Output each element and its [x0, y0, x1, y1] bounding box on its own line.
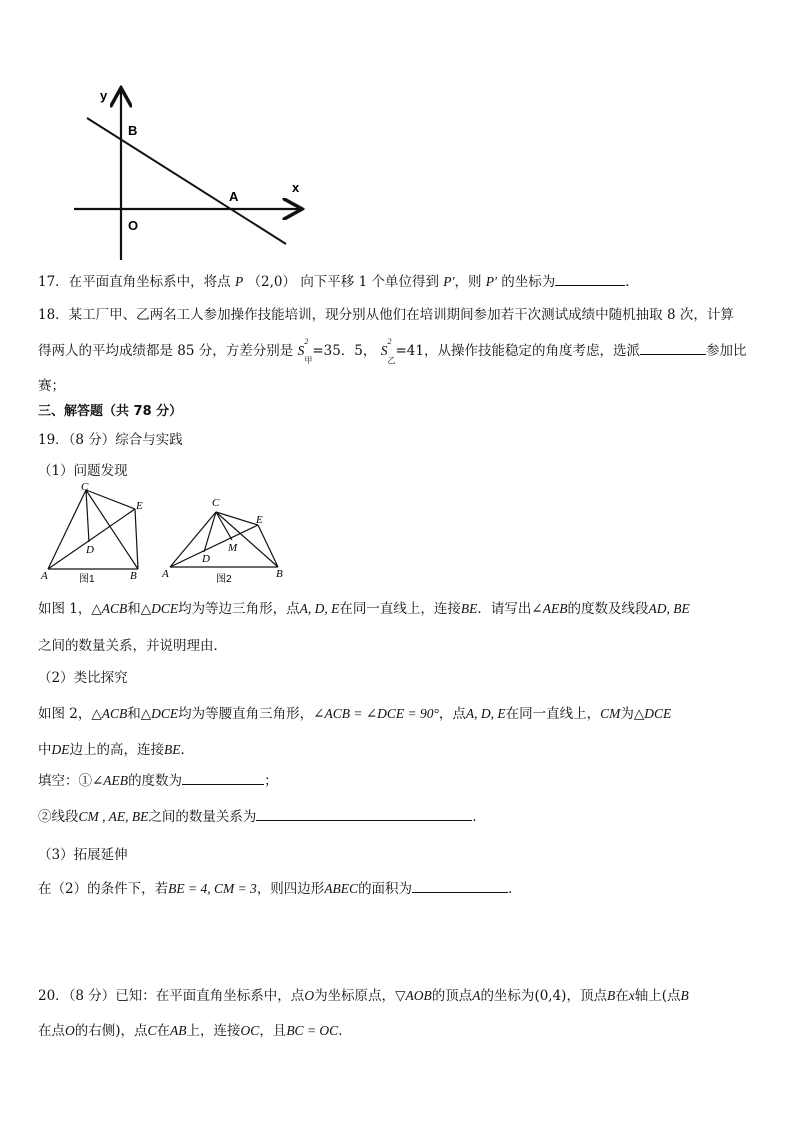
question-17: [38, 270, 639, 290]
q19-part1-line1: 如图 1，△ACB和△DCE均为等边三角形，点A, D, E在同一直线上，连接BE．请写出∠AEB的度数及线段AD, BE: [38, 601, 690, 617]
q19-title: 19．（8 分）综合与实践: [38, 432, 183, 448]
q19-part2-line1: 如图 2，△ACB和△DCE均为等腰直角三角形，∠ACB = ∠DCE = 90°，点A, D, E在同一直线上，CM为△DCE: [38, 706, 672, 722]
q18-s-jia: S 2 $_甲$: [297, 337, 313, 365]
question-18-line3: [38, 374, 65, 394]
fig2-label-a: A: [162, 568, 169, 580]
fig2-label-e: E: [256, 514, 263, 526]
q17-point-prime: P′: [443, 274, 455, 289]
section-3-heading: 三、解答题（共 78 分）: [38, 404, 183, 419]
q17-end: ．: [625, 274, 639, 290]
q18-answer-blank[interactable]: [640, 342, 706, 355]
q19-part3-blank[interactable]: [412, 880, 508, 893]
q17-coords: （2,0）: [247, 274, 297, 290]
fig2-label-c: C: [212, 497, 220, 509]
q18-s-yi: S 2 $_乙$: [380, 337, 396, 365]
q20-line1: 20．（8 分）已知：在平面直角坐标系中，点O为坐标原点，▽AOB的顶点A的坐标为(0,4)，顶点B在x轴上(点B: [38, 988, 689, 1004]
fig2-label-b: B: [276, 568, 283, 580]
q19-fill1: 填空：①∠AEB的度数为 ；: [38, 773, 278, 789]
x-axis-label: x: [292, 180, 300, 195]
q20-line2: 在点O的右侧)，点C在AB上，连接OC，且BC = OC．: [38, 1023, 352, 1039]
fig1-caption: 图1: [79, 574, 95, 585]
fig2-caption: 图2: [216, 574, 232, 584]
q19-part2-heading: （2）类比探究: [38, 670, 128, 686]
fig1-label-d: D: [86, 544, 94, 556]
q19-part3-heading: （3）拓展延伸: [38, 847, 128, 863]
q17-mid: 向下平移 1 个单位得到: [300, 274, 439, 290]
q19-fill2-blank[interactable]: [256, 808, 472, 821]
q17-point: P: [234, 274, 244, 289]
q18-line2-end: 参加比: [705, 343, 747, 359]
question-18-line1: [38, 303, 734, 323]
q19-part2-line2: 中DE边上的高，连接BE．: [38, 742, 194, 758]
point-b-label: B: [128, 123, 138, 138]
figure-2: [160, 492, 295, 584]
line-ab: [87, 118, 286, 244]
fig2-label-m: M: [228, 542, 238, 554]
fig2-label-d: D: [202, 553, 210, 565]
q17-answer-blank[interactable]: [555, 273, 625, 286]
q19-part1-line2: 之间的数量关系，并说明理由．: [38, 638, 227, 654]
q18-s-jia-value: =35．5，: [312, 343, 377, 359]
q18-line2-a: 得两人的平均成绩都是 85 分，方差分别是: [38, 343, 294, 359]
origin-label: O: [128, 218, 139, 233]
fig1-label-c: C: [81, 481, 89, 493]
question-18-line2: [38, 337, 747, 365]
q18-line3: 赛；: [38, 378, 65, 394]
q18-s-yi-value: =41，从操作技能稳定的角度考虑，选派: [395, 343, 640, 359]
fig1-label-a: A: [41, 570, 48, 582]
point-a-label: A: [229, 189, 239, 204]
figure-1: [38, 480, 150, 585]
q17-point-prime2: P′: [485, 274, 497, 289]
fig1-label-e: E: [136, 500, 143, 512]
fig1-label-b: B: [130, 570, 137, 582]
q19-fill2: ②线段CM , AE, BE之间的数量关系为 ．: [38, 809, 486, 825]
q18-line1: 18．某工厂甲、乙两名工人参加操作技能培训，现分别从他们在培训期间参加若干次测试成绩中随机抽取 8 次，计算: [38, 307, 734, 323]
q17-prefix: 17．在平面直角坐标系中，将点: [38, 274, 231, 290]
q19-part3-line: 在（2）的条件下，若BE = 4, CM = 3，则四边形ABEC的面积为 ．: [38, 881, 522, 897]
y-axis-label: y: [100, 88, 108, 103]
q19-part1-heading: （1）问题发现: [38, 463, 128, 479]
q19-fill1-blank[interactable]: [182, 772, 264, 785]
q17-suffix: 的坐标为: [501, 274, 556, 290]
q17-mid2: ，则: [454, 274, 482, 290]
coordinate-graph: [60, 82, 320, 267]
